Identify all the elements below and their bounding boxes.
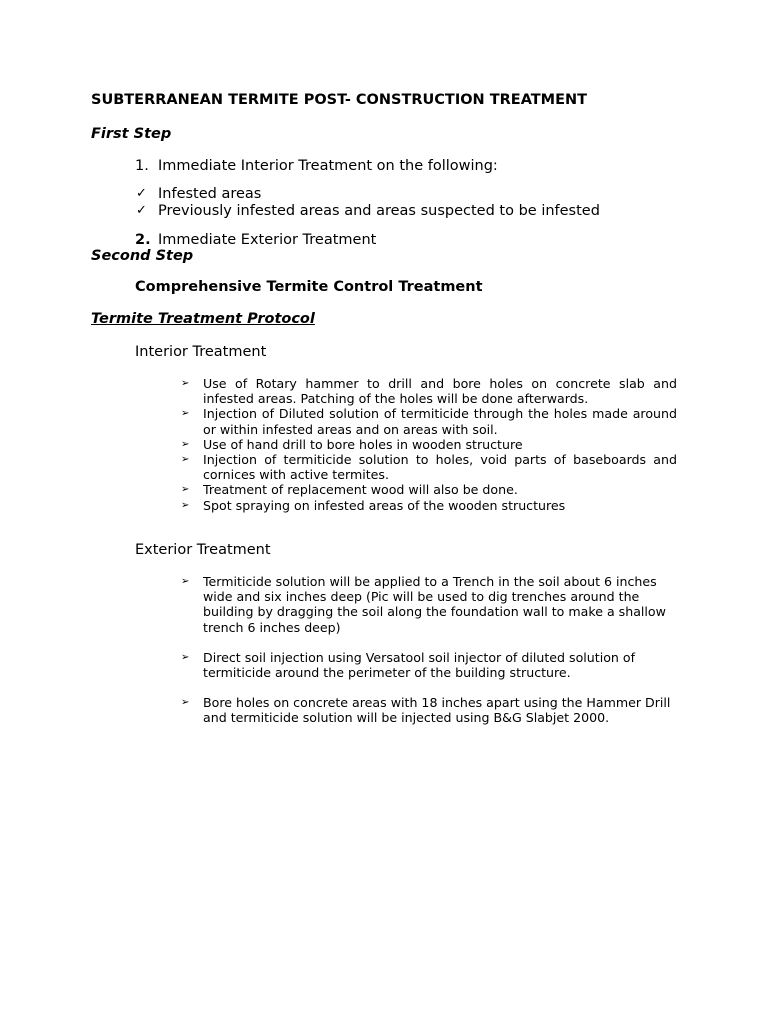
interior-treatment-list	[181, 376, 677, 513]
exterior-treatment-list	[181, 574, 677, 741]
list-item	[181, 376, 677, 406]
list-item	[181, 437, 677, 452]
list-item-text: Treatment of replacement wood will also be done.	[203, 482, 518, 498]
list-item	[181, 650, 677, 680]
arrow-bullet-icon: ➢	[181, 576, 190, 587]
protocol-heading: Termite Treatment Protocol	[91, 311, 315, 327]
arrow-bullet-icon: ➢	[181, 438, 190, 450]
list-item	[181, 695, 677, 725]
list-item	[181, 406, 677, 436]
item-number: 2.	[135, 232, 151, 248]
check-item-text: Infested areas	[158, 186, 262, 202]
list-item-text: Termiticide solution will be applied to a Trench in the soil about 6 inches wide and six inches deep (Pic will be used to dig trenches around the building by dragging the soil along the foundation wall to make a shallow trench 6 inches deep)	[203, 574, 666, 635]
list-item	[181, 574, 677, 635]
document-title: SUBTERRANEAN TERMITE POST- CONSTRUCTION TREATMENT	[91, 92, 588, 108]
item-text: Immediate Exterior Treatment	[158, 232, 377, 248]
interior-treatment-heading: Interior Treatment	[135, 344, 267, 360]
arrow-bullet-icon: ➢	[181, 651, 190, 663]
arrow-bullet-icon: ➢	[181, 454, 190, 466]
arrow-bullet-icon: ➢	[181, 697, 190, 709]
list-item-text: Injection of termiticide solution to holes, void parts of baseboards and cornices with active termites.	[203, 452, 677, 483]
arrow-bullet-icon: ➢	[181, 484, 190, 496]
list-item-text: Direct soil injection using Versatool soil injector of diluted solution of termiticide around the perimeter of the building structure.	[203, 649, 636, 681]
list-item	[181, 482, 677, 497]
check-mark-icon: ✓	[136, 186, 147, 201]
first-step-heading: First Step	[91, 126, 172, 142]
arrow-bullet-icon: ➢	[181, 408, 190, 420]
exterior-treatment-heading: Exterior Treatment	[135, 542, 271, 558]
list-item	[181, 452, 677, 482]
list-item-text: Use of hand drill to bore holes in wooden structure	[203, 436, 523, 452]
item-number: 1.	[135, 158, 149, 174]
list-item	[181, 498, 677, 513]
list-item-text: Spot spraying on infested areas of the wooden structures	[203, 497, 566, 513]
check-mark-icon: ✓	[136, 203, 147, 218]
list-item-text: Bore holes on concrete areas with 18 inches apart using the Hammer Drill and termiticide solution will be injected using B&G Slabjet 2000.	[203, 695, 671, 726]
list-item-text: Injection of Diluted solution of termiticide through the holes made around or within infested areas and on areas with soil.	[203, 406, 677, 437]
arrow-bullet-icon: ➢	[181, 499, 190, 511]
second-step-heading: Second Step	[91, 248, 194, 264]
list-item-text: Use of Rotary hammer to drill and bore holes on concrete slab and infested areas. Patching of the holes will be done afterwards.	[203, 376, 677, 407]
arrow-bullet-icon: ➢	[181, 378, 190, 389]
item-text: Immediate Interior Treatment on the following:	[158, 158, 498, 174]
second-step-subheading: Comprehensive Termite Control Treatment	[135, 279, 483, 295]
check-item-text: Previously infested areas and areas suspected to be infested	[158, 203, 600, 219]
